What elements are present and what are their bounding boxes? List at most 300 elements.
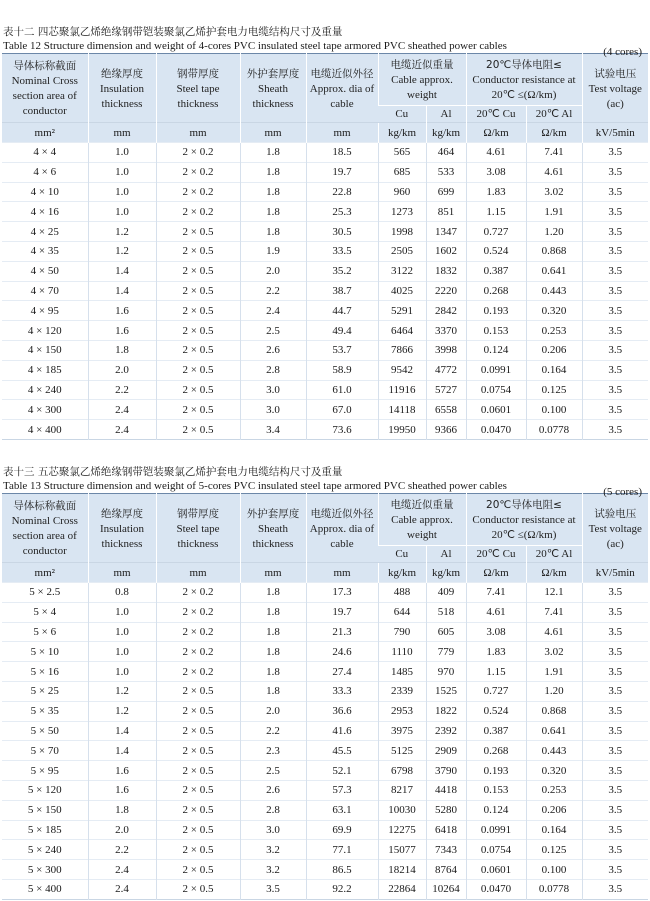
table-cell: 3.5 bbox=[582, 202, 648, 222]
table-cell: 19.7 bbox=[306, 602, 378, 622]
table-cell: 3998 bbox=[426, 340, 466, 360]
table-cell: 2.4 bbox=[240, 301, 306, 321]
table-cell: 3.02 bbox=[526, 182, 582, 202]
table-cell: 0.727 bbox=[466, 222, 526, 242]
table-cell: 0.100 bbox=[526, 400, 582, 420]
col-header-weight: 电缆近似重量 Cable approx. weight bbox=[378, 494, 466, 546]
table-cell: 0.443 bbox=[526, 281, 582, 301]
table-cell: 0.641 bbox=[526, 261, 582, 281]
table-cell: 3.0 bbox=[240, 820, 306, 840]
unit-cell: kg/km bbox=[378, 123, 426, 143]
table-cell: 3.5 bbox=[582, 162, 648, 182]
table-cell: 0.153 bbox=[466, 321, 526, 341]
table-cell: 0.0470 bbox=[466, 879, 526, 899]
table-cell: 5 × 400 bbox=[27, 883, 62, 896]
table-cell: 3122 bbox=[378, 261, 426, 281]
table-row bbox=[2, 602, 648, 622]
table-cell: 15077 bbox=[378, 840, 426, 860]
table-cell: 1.8 bbox=[240, 622, 306, 642]
col-header-nominal-section: 导体标称截面 Nominal Cross section area of conductor bbox=[11, 500, 78, 557]
table-cell: 2 × 0.2 bbox=[156, 583, 240, 603]
table-cell: 0.100 bbox=[526, 860, 582, 880]
table-cell: 0.0778 bbox=[526, 420, 582, 440]
table-cell: 2 × 0.5 bbox=[156, 860, 240, 880]
table-cell: 3.5 bbox=[582, 420, 648, 440]
table-cell: 4.61 bbox=[526, 162, 582, 182]
col-header-insulation: 绝缘厚度 Insulation thickness bbox=[88, 494, 156, 563]
table-cell: 52.1 bbox=[306, 761, 378, 781]
table-cell: 4 × 35 bbox=[30, 245, 59, 258]
table-cell: 1.2 bbox=[88, 241, 156, 261]
table-cell: 0.524 bbox=[466, 241, 526, 261]
table-cell: 17.3 bbox=[306, 583, 378, 603]
table-row bbox=[2, 162, 648, 182]
table-cell: 0.268 bbox=[466, 281, 526, 301]
table-cell: 5 × 150 bbox=[27, 804, 62, 817]
unit-cell: Ω/km bbox=[466, 123, 526, 143]
table-row bbox=[2, 380, 648, 400]
table-cell: 3.5 bbox=[582, 860, 648, 880]
table-cell: 1347 bbox=[426, 222, 466, 242]
table-row bbox=[2, 360, 648, 380]
table-cell: 4025 bbox=[378, 281, 426, 301]
table-cell: 1.9 bbox=[240, 241, 306, 261]
table-cell: 5 × 300 bbox=[27, 863, 62, 876]
unit-cell: mm bbox=[88, 563, 156, 583]
table-cell: 58.9 bbox=[306, 360, 378, 380]
table-cell: 36.6 bbox=[306, 701, 378, 721]
table-cell: 5125 bbox=[378, 741, 426, 761]
table-cell: 3.5 bbox=[582, 143, 648, 163]
table-cell: 970 bbox=[426, 662, 466, 682]
table-13-title-en-text: Table 13 Structure dimension and weight of 5-cores PVC insulated steel tape armored PVC sheathed power cables bbox=[3, 480, 507, 492]
table-cell: 3.5 bbox=[240, 879, 306, 899]
table-cell: 4 × 120 bbox=[27, 324, 62, 337]
table-cell: 63.1 bbox=[306, 800, 378, 820]
table-cell: 77.1 bbox=[306, 840, 378, 860]
table-cell: 7.41 bbox=[526, 602, 582, 622]
table-cell: 2 × 0.2 bbox=[156, 622, 240, 642]
table-cell: 1.8 bbox=[240, 143, 306, 163]
table-cell: 2 × 0.2 bbox=[156, 182, 240, 202]
table-row bbox=[2, 860, 648, 880]
unit-cell: kg/km bbox=[426, 123, 466, 143]
table-13-cores-label: (5 cores) bbox=[603, 486, 642, 498]
table-cell: 2 × 0.5 bbox=[156, 721, 240, 741]
table-cell: 0.153 bbox=[466, 780, 526, 800]
table-cell: 22864 bbox=[378, 879, 426, 899]
table-cell: 5291 bbox=[378, 301, 426, 321]
table-cell: 7866 bbox=[378, 340, 426, 360]
table-13-title-cn: 表十三 五芯聚氯乙烯绝缘钢带铠装聚氯乙烯护套电力电缆结构尺寸及重量 bbox=[3, 466, 343, 478]
table-cell: 1.83 bbox=[466, 182, 526, 202]
table-cell: 2.2 bbox=[240, 721, 306, 741]
table-cell: 5 × 35 bbox=[30, 705, 59, 718]
table-cell: 1.4 bbox=[88, 261, 156, 281]
table-cell: 518 bbox=[426, 602, 466, 622]
table-cell: 2 × 0.2 bbox=[156, 143, 240, 163]
table-cell: 8217 bbox=[378, 780, 426, 800]
table-cell: 1.15 bbox=[466, 662, 526, 682]
table-cell: 4418 bbox=[426, 780, 466, 800]
table-cell: 2.2 bbox=[88, 840, 156, 860]
table-cell: 3.5 bbox=[582, 360, 648, 380]
unit-cell: mm bbox=[306, 123, 378, 143]
table-cell: 1.91 bbox=[526, 662, 582, 682]
table-cell: 6464 bbox=[378, 321, 426, 341]
table-cell: 0.524 bbox=[466, 701, 526, 721]
unit-cell: mm² bbox=[2, 123, 88, 143]
table-cell: 11916 bbox=[378, 380, 426, 400]
col-header-approx-dia: 电缆近似外径 Approx. dia of cable bbox=[306, 494, 378, 563]
table-row bbox=[2, 820, 648, 840]
table-cell: 3.5 bbox=[582, 602, 648, 622]
table-row bbox=[2, 780, 648, 800]
table-cell: 0.727 bbox=[466, 681, 526, 701]
table-cell: 1.8 bbox=[240, 222, 306, 242]
table-cell: 3.02 bbox=[526, 642, 582, 662]
table-cell: 0.387 bbox=[466, 721, 526, 741]
unit-cell: mm bbox=[156, 563, 240, 583]
table-cell: 57.3 bbox=[306, 780, 378, 800]
table-cell: 4 × 95 bbox=[30, 304, 59, 317]
unit-cell: Ω/km bbox=[526, 563, 582, 583]
table-cell: 1.20 bbox=[526, 222, 582, 242]
table-row bbox=[2, 761, 648, 781]
table-cell: 0.193 bbox=[466, 301, 526, 321]
table-cell: 2 × 0.2 bbox=[156, 162, 240, 182]
table-cell: 4.61 bbox=[526, 622, 582, 642]
table-cell: 464 bbox=[426, 143, 466, 163]
table-cell: 1.0 bbox=[88, 622, 156, 642]
table-cell: 5280 bbox=[426, 800, 466, 820]
table-cell: 3.5 bbox=[582, 879, 648, 899]
table-cell: 2339 bbox=[378, 681, 426, 701]
table-cell: 0.164 bbox=[526, 820, 582, 840]
table-12 bbox=[2, 53, 648, 440]
table-cell: 6798 bbox=[378, 761, 426, 781]
table-cell: 0.0991 bbox=[466, 360, 526, 380]
table-cell: 0.206 bbox=[526, 340, 582, 360]
table-cell: 2505 bbox=[378, 241, 426, 261]
table-cell: 605 bbox=[426, 622, 466, 642]
table-cell: 3.0 bbox=[240, 380, 306, 400]
table-cell: 3.5 bbox=[582, 820, 648, 840]
table-cell: 1.4 bbox=[88, 741, 156, 761]
unit-cell: kg/km bbox=[426, 563, 466, 583]
table-row bbox=[2, 321, 648, 341]
table-cell: 2 × 0.5 bbox=[156, 360, 240, 380]
unit-cell: kg/km bbox=[378, 563, 426, 583]
table-row bbox=[2, 202, 648, 222]
table-cell: 5 × 240 bbox=[27, 843, 62, 856]
table-row bbox=[2, 879, 648, 899]
table-cell: 2953 bbox=[378, 701, 426, 721]
sub-header-al: Al bbox=[426, 106, 466, 123]
table-cell: 2.6 bbox=[240, 780, 306, 800]
table-cell: 2909 bbox=[426, 741, 466, 761]
table-cell: 49.4 bbox=[306, 321, 378, 341]
table-12-title-en-text: Table 12 Structure dimension and weight of 4-cores PVC insulated steel tape armored PVC sheathed power cables bbox=[3, 40, 507, 52]
table-cell: 0.387 bbox=[466, 261, 526, 281]
table-cell: 3.5 bbox=[582, 642, 648, 662]
table-cell: 1.91 bbox=[526, 202, 582, 222]
table-cell: 21.3 bbox=[306, 622, 378, 642]
table-cell: 0.0601 bbox=[466, 860, 526, 880]
table-12-title-en bbox=[3, 39, 650, 58]
col-header-test-voltage: 试验电压 Test voltage (ac) bbox=[582, 494, 648, 563]
table-cell: 3.5 bbox=[582, 222, 648, 242]
table-cell: 3.5 bbox=[582, 340, 648, 360]
table-cell: 3.5 bbox=[582, 800, 648, 820]
table-cell: 0.320 bbox=[526, 301, 582, 321]
table-cell: 2.4 bbox=[88, 879, 156, 899]
table-cell: 0.124 bbox=[466, 340, 526, 360]
table-cell: 2 × 0.5 bbox=[156, 879, 240, 899]
table-row bbox=[2, 241, 648, 261]
units-row bbox=[2, 123, 648, 143]
table-cell: 2.4 bbox=[88, 860, 156, 880]
table-cell: 25.3 bbox=[306, 202, 378, 222]
table-row bbox=[2, 840, 648, 860]
table-cell: 19950 bbox=[378, 420, 426, 440]
table-row bbox=[2, 420, 648, 440]
table-cell: 0.206 bbox=[526, 800, 582, 820]
table-cell: 2.5 bbox=[240, 321, 306, 341]
table-cell: 5 × 70 bbox=[30, 744, 59, 757]
table-cell: 4 × 300 bbox=[27, 403, 62, 416]
table-13-section bbox=[0, 466, 650, 900]
table-row bbox=[2, 281, 648, 301]
table-cell: 851 bbox=[426, 202, 466, 222]
table-row bbox=[2, 800, 648, 820]
table-cell: 2 × 0.5 bbox=[156, 340, 240, 360]
table-cell: 2 × 0.5 bbox=[156, 761, 240, 781]
table-row bbox=[2, 222, 648, 242]
table-cell: 1.0 bbox=[88, 602, 156, 622]
table-cell: 61.0 bbox=[306, 380, 378, 400]
unit-cell: Ω/km bbox=[466, 563, 526, 583]
table-cell: 2 × 0.5 bbox=[156, 780, 240, 800]
table-cell: 779 bbox=[426, 642, 466, 662]
table-cell: 2 × 0.2 bbox=[156, 642, 240, 662]
table-cell: 22.8 bbox=[306, 182, 378, 202]
table-cell: 3.5 bbox=[582, 400, 648, 420]
table-cell: 2.8 bbox=[240, 800, 306, 820]
table-cell: 7343 bbox=[426, 840, 466, 860]
table-cell: 3.5 bbox=[582, 241, 648, 261]
table-cell: 3.5 bbox=[582, 281, 648, 301]
table-cell: 960 bbox=[378, 182, 426, 202]
table-cell: 2 × 0.5 bbox=[156, 840, 240, 860]
table-cell: 2.0 bbox=[88, 820, 156, 840]
sub-header-cu: Cu bbox=[378, 546, 426, 563]
table-cell: 5 × 25 bbox=[30, 685, 59, 698]
table-12-cores-label: (4 cores) bbox=[603, 46, 642, 58]
table-cell: 3.5 bbox=[582, 721, 648, 741]
table-cell: 2 × 0.2 bbox=[156, 662, 240, 682]
table-12-title-cn: 表十二 四芯聚氯乙烯绝缘钢带铠装聚氯乙烯护套电力电缆结构尺寸及重量 bbox=[3, 26, 343, 38]
table-cell: 2.4 bbox=[88, 400, 156, 420]
table-cell: 1.4 bbox=[88, 721, 156, 741]
table-row bbox=[2, 583, 648, 603]
table-row bbox=[2, 261, 648, 281]
table-cell: 38.7 bbox=[306, 281, 378, 301]
table-cell: 3.5 bbox=[582, 622, 648, 642]
table-cell: 0.868 bbox=[526, 701, 582, 721]
table-cell: 790 bbox=[378, 622, 426, 642]
table-cell: 4 × 10 bbox=[30, 185, 59, 198]
table-cell: 33.3 bbox=[306, 681, 378, 701]
table-cell: 3.2 bbox=[240, 840, 306, 860]
table-cell: 2 × 0.5 bbox=[156, 281, 240, 301]
table-cell: 6418 bbox=[426, 820, 466, 840]
table-cell: 1.0 bbox=[88, 642, 156, 662]
sub-header-al: Al bbox=[426, 546, 466, 563]
table-cell: 2 × 0.5 bbox=[156, 420, 240, 440]
table-cell: 4 × 4 bbox=[33, 146, 57, 159]
table-cell: 5 × 185 bbox=[27, 823, 62, 836]
table-cell: 5727 bbox=[426, 380, 466, 400]
table-row bbox=[2, 400, 648, 420]
table-cell: 2842 bbox=[426, 301, 466, 321]
table-cell: 2 × 0.5 bbox=[156, 820, 240, 840]
table-cell: 2 × 0.5 bbox=[156, 261, 240, 281]
col-header-resistance: 20℃导体电阻≤ Conductor resistance at 20℃ ≤(Ω/km) bbox=[466, 494, 582, 546]
table-cell: 3.5 bbox=[582, 182, 648, 202]
table-cell: 2 × 0.5 bbox=[156, 301, 240, 321]
table-cell: 1.8 bbox=[240, 642, 306, 662]
table-cell: 699 bbox=[426, 182, 466, 202]
table-cell: 3.5 bbox=[582, 261, 648, 281]
table-cell: 0.253 bbox=[526, 780, 582, 800]
table-cell: 9366 bbox=[426, 420, 466, 440]
table-cell: 1.0 bbox=[88, 662, 156, 682]
table-cell: 2.0 bbox=[88, 360, 156, 380]
unit-cell: mm bbox=[156, 123, 240, 143]
table-row bbox=[2, 143, 648, 163]
table-cell: 1273 bbox=[378, 202, 426, 222]
table-cell: 53.7 bbox=[306, 340, 378, 360]
table-cell: 1.8 bbox=[240, 583, 306, 603]
table-cell: 2.3 bbox=[240, 741, 306, 761]
table-cell: 4 × 16 bbox=[30, 205, 59, 218]
col-header-test-voltage: 试验电压 Test voltage (ac) bbox=[582, 54, 648, 123]
table-cell: 1.6 bbox=[88, 780, 156, 800]
sub-header-res-al: 20℃ Al bbox=[526, 546, 582, 563]
table-cell: 2 × 0.5 bbox=[156, 701, 240, 721]
table-cell: 2 × 0.5 bbox=[156, 400, 240, 420]
table-cell: 2 × 0.5 bbox=[156, 800, 240, 820]
table-cell: 3.5 bbox=[582, 662, 648, 682]
table-cell: 1.0 bbox=[88, 162, 156, 182]
table-cell: 30.5 bbox=[306, 222, 378, 242]
table-row bbox=[2, 182, 648, 202]
table-cell: 1998 bbox=[378, 222, 426, 242]
table-cell: 1.8 bbox=[240, 182, 306, 202]
table-cell: 2 × 0.5 bbox=[156, 741, 240, 761]
unit-cell: Ω/km bbox=[526, 123, 582, 143]
table-cell: 8764 bbox=[426, 860, 466, 880]
units-row bbox=[2, 563, 648, 583]
table-cell: 1.6 bbox=[88, 321, 156, 341]
table-cell: 1.8 bbox=[88, 340, 156, 360]
table-cell: 3.5 bbox=[582, 681, 648, 701]
table-cell: 69.9 bbox=[306, 820, 378, 840]
table-cell: 1602 bbox=[426, 241, 466, 261]
table-row bbox=[2, 301, 648, 321]
table-row bbox=[2, 622, 648, 642]
table-cell: 1.2 bbox=[88, 681, 156, 701]
sub-header-res-cu: 20℃ Cu bbox=[466, 546, 526, 563]
table-cell: 4772 bbox=[426, 360, 466, 380]
table-cell: 1.0 bbox=[88, 182, 156, 202]
table-cell: 2.0 bbox=[240, 701, 306, 721]
table-cell: 1.15 bbox=[466, 202, 526, 222]
table-cell: 533 bbox=[426, 162, 466, 182]
sub-header-cu: Cu bbox=[378, 106, 426, 123]
table-cell: 1832 bbox=[426, 261, 466, 281]
unit-cell: mm bbox=[306, 563, 378, 583]
table-cell: 3.08 bbox=[466, 622, 526, 642]
table-cell: 1525 bbox=[426, 681, 466, 701]
table-cell: 0.125 bbox=[526, 380, 582, 400]
sub-header-res-al: 20℃ Al bbox=[526, 106, 582, 123]
table-cell: 2 × 0.5 bbox=[156, 321, 240, 341]
table-cell: 409 bbox=[426, 583, 466, 603]
table-cell: 1.2 bbox=[88, 701, 156, 721]
table-cell: 45.5 bbox=[306, 741, 378, 761]
table-cell: 3975 bbox=[378, 721, 426, 741]
table-cell: 1.83 bbox=[466, 642, 526, 662]
unit-cell: mm² bbox=[2, 563, 88, 583]
table-cell: 2.4 bbox=[88, 420, 156, 440]
table-cell: 0.0778 bbox=[526, 879, 582, 899]
table-cell: 12275 bbox=[378, 820, 426, 840]
table-cell: 3.5 bbox=[582, 840, 648, 860]
table-cell: 24.6 bbox=[306, 642, 378, 662]
table-cell: 2 × 0.2 bbox=[156, 602, 240, 622]
table-cell: 67.0 bbox=[306, 400, 378, 420]
table-cell: 4 × 6 bbox=[33, 166, 57, 179]
table-cell: 2.8 bbox=[240, 360, 306, 380]
table-cell: 5 × 4 bbox=[33, 606, 57, 619]
table-cell: 1.6 bbox=[88, 761, 156, 781]
table-cell: 1.0 bbox=[88, 143, 156, 163]
table-cell: 35.2 bbox=[306, 261, 378, 281]
table-cell: 3370 bbox=[426, 321, 466, 341]
table-cell: 1.8 bbox=[240, 662, 306, 682]
table-cell: 2 × 0.5 bbox=[156, 380, 240, 400]
table-cell: 3790 bbox=[426, 761, 466, 781]
table-cell: 18214 bbox=[378, 860, 426, 880]
col-header-resistance: 20℃导体电阻≤ Conductor resistance at 20℃ ≤(Ω/km) bbox=[466, 54, 582, 106]
col-header-sheath: 外护套厚度 Sheath thickness bbox=[240, 54, 306, 123]
unit-cell: kV/5min bbox=[582, 563, 648, 583]
table-cell: 44.7 bbox=[306, 301, 378, 321]
table-cell: 3.08 bbox=[466, 162, 526, 182]
table-cell: 0.443 bbox=[526, 741, 582, 761]
table-cell: 5 × 95 bbox=[30, 764, 59, 777]
table-cell: 3.0 bbox=[240, 400, 306, 420]
table-cell: 5 × 10 bbox=[30, 645, 59, 658]
table-cell: 0.193 bbox=[466, 761, 526, 781]
table-cell: 3.5 bbox=[582, 380, 648, 400]
table-cell: 6558 bbox=[426, 400, 466, 420]
table-row bbox=[2, 662, 648, 682]
table-cell: 4 × 25 bbox=[30, 225, 59, 238]
table-cell: 2 × 0.2 bbox=[156, 202, 240, 222]
